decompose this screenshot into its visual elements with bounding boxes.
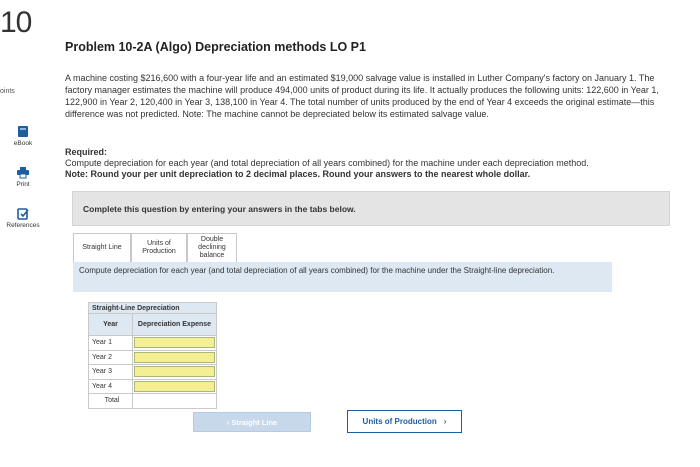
references-icon xyxy=(16,207,30,220)
row-year-label: Year 1 xyxy=(89,336,133,351)
required-heading: Required: xyxy=(65,147,108,157)
depreciation-input-year-3[interactable] xyxy=(134,366,215,377)
column-header-year: Year xyxy=(89,314,133,336)
depreciation-input-year-4[interactable] xyxy=(134,381,215,392)
next-tab-label: Units of Production xyxy=(362,417,437,426)
prev-tab-label: Straight Line xyxy=(231,417,278,427)
problem-title: Problem 10-2A (Algo) Depreciation methods LO P1 xyxy=(65,40,366,54)
ebook-label: eBook xyxy=(13,140,33,147)
table-row xyxy=(89,336,217,351)
row-year-label: Year 4 xyxy=(89,379,133,394)
total-row xyxy=(89,394,217,409)
column-header-expense: Depreciation Expense xyxy=(133,314,217,336)
ebook-button[interactable] xyxy=(0,125,46,147)
book-icon xyxy=(16,125,30,138)
table-row xyxy=(89,350,217,365)
instruction-box xyxy=(72,191,670,226)
tab-straight-line[interactable]: Straight Line xyxy=(73,233,131,263)
depreciation-input-year-1[interactable] xyxy=(134,337,215,348)
chevron-right-icon: › xyxy=(443,417,447,426)
table-row xyxy=(89,365,217,380)
total-value xyxy=(133,394,217,409)
required-note: Note: Round your per unit depreciation to 2 decimal places. Round your answers to the nearest whole dollar. xyxy=(65,169,531,179)
tab-units-of-production[interactable]: Units of Production xyxy=(131,233,187,263)
points-label: oints xyxy=(0,88,15,95)
total-label: Total xyxy=(89,394,133,409)
required-section xyxy=(65,147,665,180)
row-year-label: Year 3 xyxy=(89,365,133,380)
print-button[interactable] xyxy=(0,166,46,188)
next-tab-button[interactable] xyxy=(347,410,462,433)
table-caption: Straight-Line Depreciation xyxy=(89,303,217,314)
tab-bar xyxy=(73,233,237,263)
question-number: 10 xyxy=(0,6,32,39)
problem-text: A machine costing $216,600 with a four-year life and an estimated $19,000 salvage value is installed in Luther Company's factory on January 1. The factory manager estimates the machine will produce 494,000 units of product during its life. It actually produces the following units: 122,600 in Year 1, 122,900 in Year 2, 120,400 in Year 3, 138,100 in Year 4. The total number of units produced by the end of Year 4 exceeds the original estimate—this difference was not predicted. Note: The machine cannot be depreciated below its estimated salvage value. xyxy=(65,73,659,119)
straight-line-table xyxy=(88,302,217,409)
references-button[interactable] xyxy=(0,207,46,229)
prev-tab-button[interactable] xyxy=(193,412,311,432)
chevron-left-icon: ‹ xyxy=(226,417,232,427)
printer-icon xyxy=(16,166,30,179)
instruction-text: Complete this question by entering your answers in the tabs below. xyxy=(83,204,356,214)
row-year-label: Year 2 xyxy=(89,350,133,365)
depreciation-input-year-2[interactable] xyxy=(134,352,215,363)
print-label: Print xyxy=(16,181,30,188)
required-text: Compute depreciation for each year (and total depreciation of all years combined) for the machine under each depreciation method. xyxy=(65,158,589,168)
references-label: References xyxy=(6,222,40,229)
tab-double-declining-balance[interactable]: Double declining balance xyxy=(187,233,237,263)
table-row xyxy=(89,379,217,394)
tab-description: Compute depreciation for each year (and total depreciation of all years combined) for the machine under the Straight-line depreciation. xyxy=(73,262,612,292)
